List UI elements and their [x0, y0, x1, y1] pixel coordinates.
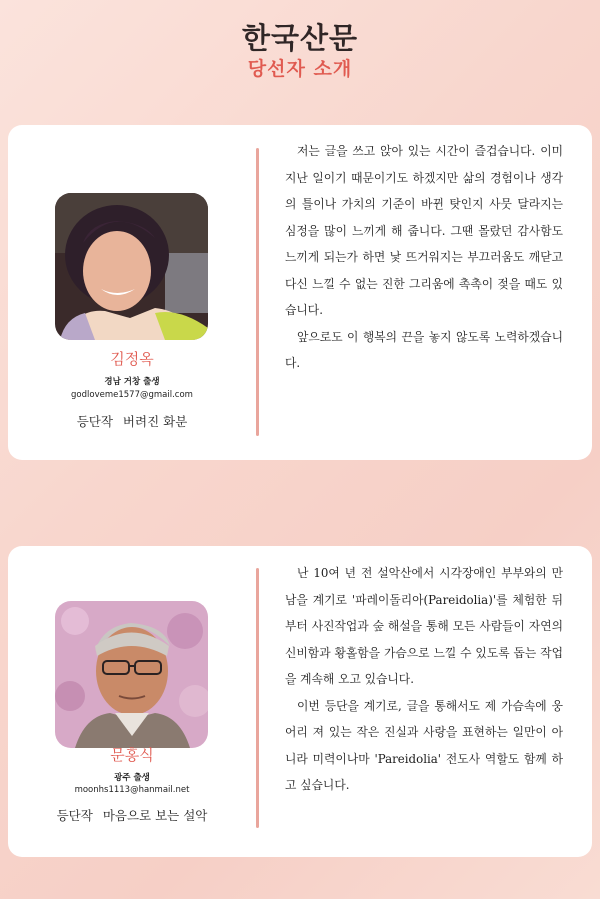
magazine-title: 한국산문	[241, 21, 359, 55]
debut-label: 등단작	[56, 808, 93, 823]
portrait-photo-woman-icon	[55, 193, 208, 340]
author-name: 문홍식	[110, 746, 154, 764]
debut-work	[8, 412, 256, 430]
section-subtitle: 당선자 소개	[247, 58, 353, 80]
author-card-2	[8, 546, 592, 857]
vertical-divider	[256, 148, 259, 436]
author-email[interactable]: godloveme1577@gmail.com	[71, 390, 193, 400]
debut-label: 등단작	[76, 414, 113, 429]
statement-paragraph: 저는 글을 쓰고 앉아 있는 시간이 즐겁습니다. 이미 지난 일이기 때문이기도 하겠지만 삶의 경험이나 생각의 틀이나 가치의 기준이 바뀐 탓인지 사뭇 달라지는 심정을 많이 느끼게 해 줍니다. 그땐 몰랐던 감사함도 느끼게 되는가 하면 낯 뜨거워지는 부끄러움도 깨닫고 다신 느낄 수 없는 진한 그리움에 촉촉이 젖을 때도 있습니다.	[285, 144, 563, 317]
debut-title: 마음으로 보는 설악	[102, 808, 208, 823]
author-email[interactable]: moonhs1113@hanmail.net	[74, 785, 190, 795]
author-statement	[285, 560, 563, 799]
statement-paragraph: 앞으로도 이 행복의 끈을 놓지 않도록 노력하겠습니다.	[285, 329, 563, 370]
vertical-divider	[256, 568, 259, 828]
debut-title: 버려진 화분	[122, 414, 188, 429]
statement-paragraph: 이번 등단을 계기로, 글을 통해서도 제 가슴속에 웅어리 져 있는 작은 진실과 사랑을 표현하는 일만이 아니라 미력이나마 'Pareidolia' 전도사 역할도 함께 하고 싶습니다.	[285, 698, 563, 792]
author-statement	[285, 138, 563, 377]
author-name: 김정옥	[110, 350, 154, 368]
author-origin: 광주 출생	[114, 773, 150, 783]
author-card-1	[8, 125, 592, 460]
statement-paragraph: 난 10여 년 전 설악산에서 시각장애인 부부와의 만남을 계기로 '파레이돌리아(Pareidolia)'를 체험한 뒤부터 사진작업과 숲 해설을 통해 모든 사람들이 자연의 신비함과 황홀함을 가슴으로 느낄 수 있도록 돕는 작업을 계속해 오고 있습니다.	[285, 566, 563, 686]
portrait-photo-man-icon	[55, 601, 208, 748]
author-origin: 경남 거창 출생	[104, 377, 160, 387]
author-photo	[55, 601, 208, 748]
debut-work	[8, 806, 256, 824]
author-photo	[55, 193, 208, 340]
